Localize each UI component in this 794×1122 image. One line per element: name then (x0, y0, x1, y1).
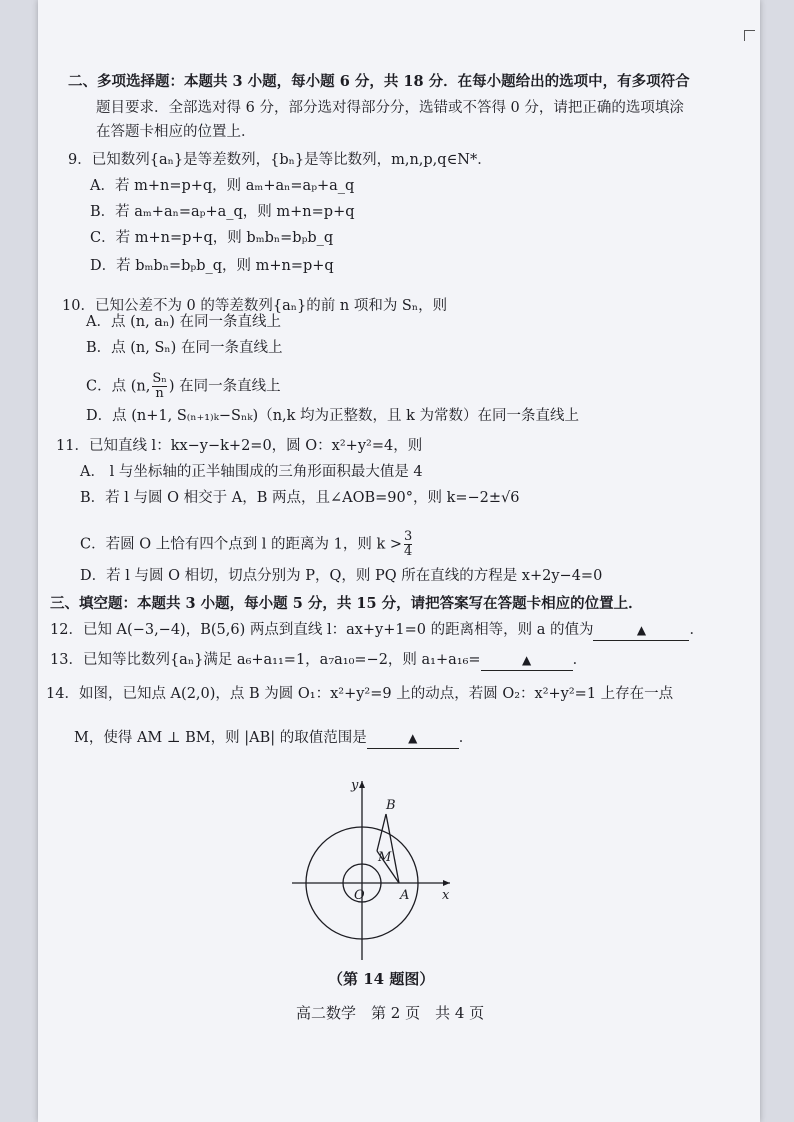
point-m-label: M (378, 850, 392, 865)
q13-answer-blank: ▲ (481, 650, 573, 671)
q9-option-d: D．若 bₘbₙ=bₚb_q，则 m+n=p+q (90, 258, 334, 274)
q10-option-c: C．点 (n, $\frac{\text{Sₙ}}{n}$ ) 在同一条直线上 (86, 371, 281, 401)
q9-option-b: B．若 aₘ+aₙ=aₚ+a_q，则 m+n=p+q (90, 204, 355, 220)
q14-line2: M，使得 AM ⊥ BM，则 |AB| 的取值范围是 ▲ ． (74, 728, 473, 749)
y-axis-label: y (351, 778, 359, 793)
x-axis-arrow (443, 880, 450, 886)
q12-text: 12．已知 A(−3,−4)，B(5,6) 两点到直线 l：ax+y+1=0 的距离相等，则 a 的值为 ▲ ． (50, 620, 704, 641)
q9-option-a: A．若 m+n=p+q，则 aₘ+aₙ=aₚ+a_q (90, 178, 355, 194)
q10-stem: 10．已知公差不为 0 的等差数列{aₙ}的前 n 项和为 Sₙ，则 (62, 298, 448, 314)
q9-stem: 9．已知数列{aₙ}是等差数列，{bₙ}是等比数列，m,n,p,q∈N*． (68, 152, 492, 168)
figure-caption: （第 14 题图） (328, 970, 435, 988)
segment-bm (377, 814, 386, 851)
q14-figure (282, 775, 462, 960)
origin-label: O (354, 888, 365, 903)
q11-stem: 11．已知直线 l：kx−y−k+2=0，圆 O：x²+y²=4，则 (56, 438, 423, 454)
page-footer: 高二数学 第 2 页 共 4 页 (296, 1004, 485, 1022)
x-axis-label: x (442, 888, 450, 903)
corner-mark (744, 30, 755, 41)
q13-text: 13．已知等比数列{aₙ}满足 a₆+a₁₁=1，a₇a₁₀=−2，则 a₁+a₁₆= ▲ ． (50, 650, 587, 671)
q11-option-c: C．若圆 O 上恰有四个点到 l 的距离为 1，则 k > $\frac{3}{4}$ (80, 529, 413, 559)
section3-heading: 三、填空题：本题共 3 小题，每小题 5 分，共 15 分，请把答案写在答题卡相应的位置上． (50, 595, 643, 612)
q10-option-a: A．点 (n, aₙ) 在同一条直线上 (86, 314, 281, 330)
q14-answer-blank: ▲ (367, 728, 459, 749)
q10-option-d: D．点 (n+1, S₍ₙ₊₁₎ₖ−Sₙₖ)（n,k 均为正整数，且 k 为常数）在同一条直线上 (86, 408, 580, 424)
q11-option-a: A． l 与坐标轴的正半轴围成的三角形面积最大值是 4 (80, 464, 423, 480)
q10-option-b: B．点 (n, Sₙ) 在同一条直线上 (86, 340, 283, 356)
q12-answer-blank: ▲ (593, 620, 689, 641)
section2-heading: 二、多项选择题：本题共 3 小题，每小题 6 分，共 18 分．在每小题给出的选项中，有多项符合 (68, 73, 690, 90)
point-b-label: B (386, 798, 396, 813)
q11-option-d: D．若 l 与圆 O 相切，切点分别为 P，Q，则 PQ 所在直线的方程是 x+2y−4=0 (80, 568, 603, 584)
q14-line1: 14．如图，已知点 A(2,0)，点 B 为圆 O₁：x²+y²=9 上的动点，若圆 O₂：x²+y²=1 上存在一点 (46, 686, 674, 702)
section2-instructions-line3: 在答题卡相应的位置上． (96, 124, 256, 140)
q9-option-c: C．若 m+n=p+q，则 bₘbₙ=bₚb_q (90, 230, 334, 246)
point-a-label: A (400, 888, 410, 903)
y-axis-arrow (359, 781, 365, 788)
q11-option-b: B．若 l 与圆 O 相交于 A，B 两点，且∠AOB=90°，则 k=−2±√6 (80, 490, 520, 506)
section2-instructions-line2: 题目要求．全部选对得 6 分，部分选对得部分分，选错或不答得 0 分，请把正确的选项填涂 (96, 100, 684, 116)
